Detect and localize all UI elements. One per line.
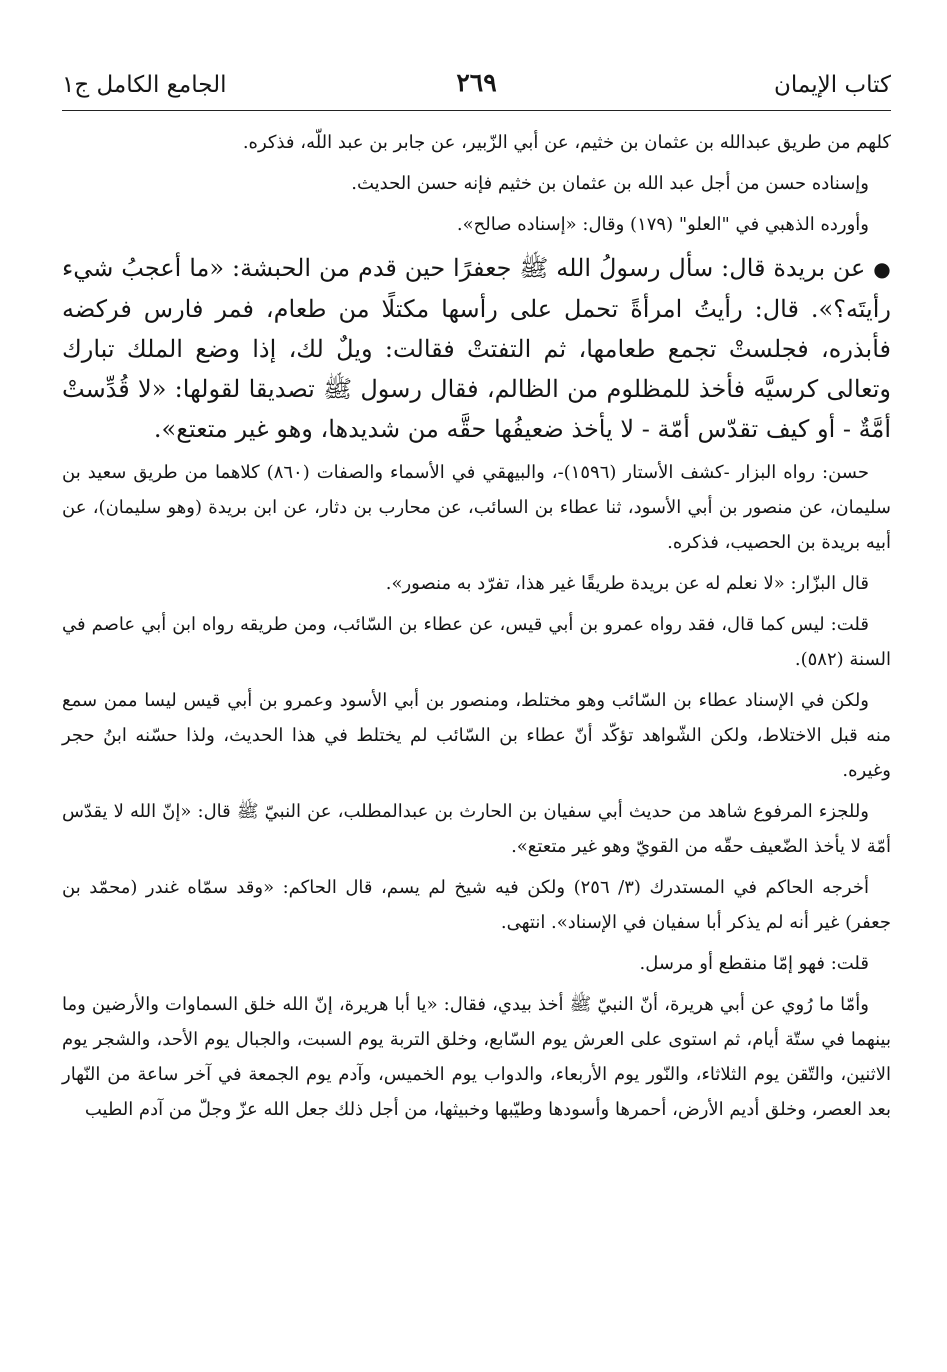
- paragraph-7: قلت: ليس كما قال، فقد رواه عمرو بن أبي قيس، عن عطاء بن السّائب، ومن طريقه رواه ابن أبي عاصم في السنة (٥٨٢).: [62, 614, 891, 670]
- chapter-title: كتاب الإيمان: [774, 72, 891, 98]
- paragraph-3: وأورده الذهبي في "العلو" (١٧٩) وقال: «إسناده صالح».: [456, 214, 869, 235]
- hadith-paragraph: [62, 248, 891, 449]
- page-body: [62, 111, 891, 1127]
- paragraph-5: حسن: رواه البزار -كشف الأستار (١٥٩٦)-، والبيهقي في الأسماء والصفات (٨٦٠) كلاهما من طريق سعيد بن سليمان، عن منصور بن أبي الأسود، ثنا عطاء بن السائب، عن محارب بن دثار، عن ابن بريدة (وهو سليمان)، عن أبيه بريدة بن الحصيب، فذكره.: [62, 462, 891, 553]
- page-header: [62, 58, 891, 111]
- paragraph-1: كلهم من طريق عبدالله بن عثمان بن خثيم، عن أبي الزّبير، عن جابر بن عبد اللّه، فذكره.: [242, 132, 891, 153]
- page-number: ٢٦٩: [456, 68, 497, 97]
- paragraph-12: وأمّا ما رُوي عن أبي هريرة، أنّ النبيّ ﷺ أخذ بيدي، فقال: «يا أبا هريرة، إنّ الله خلق السماوات والأرضين وما بينهما في ستّة أيام، ثم استوى على العرش يوم السّابع، وخلق التربة يوم السبت، والجبال يوم الأحد، والشجر يوم الاثنين، والتّقن يوم الثلاثاء، والنّور يوم الأربعاء، والدواب يوم الخميس، وآدم يوم الجمعة في آخر ساعة من النّهار بعد العصر، وخلق أديم الأرض، أحمرها وأسودها وطيّبها وخبيثها، من أجل ذلك جعل الله عزّ وجلّ من آدم الطيب: [62, 994, 891, 1120]
- paragraph-8: ولكن في الإسناد عطاء بن السّائب وهو مختلط، ومنصور بن أبي الأسود وعمرو بن أبي قيس ليسا ممن سمع منه قبل الاختلاط، ولكن الشّواهد تؤكّد أنّ عطاء بن السّائب لم يختلط في هذا الحديث، ولذا حسّنه ابنُ حجر وغيره.: [62, 690, 891, 781]
- paragraph-11: قلت: فهو إمّا منقطع أو مرسل.: [639, 953, 869, 974]
- paragraph-6: قال البزّار: «لا نعلم له عن بريدة طريقًا غير هذا، تفرّد به منصور».: [385, 573, 869, 594]
- paragraph-9: وللجزء المرفوع شاهد من حديث أبي سفيان بن الحارث بن عبدالمطلب، عن النبيّ ﷺ قال: «إنّ الله لا يقدّس أمّة لا يأخذ الضّعيف حقّه من القويّ وهو غير متعتع».: [62, 801, 891, 857]
- hadith-text: عن بريدة قال: سأل رسولُ الله ﷺ جعفرًا حين قدم من الحبشة: «ما أعجبُ شيء رأيتَه؟». قال: رأيتُ امرأةً تحمل على رأسها مكتلًا من طعام، فمر فارس فركضه فأبذره، فجلستْ تجمع طعامها، ثم التفتتْ فقالت: ويلٌ لك، إذا وضع الملك تبارك وتعالى كرسيَّه فأخذ للمظلوم من الظالم، فقال رسول ﷺ تصديقا لقولها: «لا قُدِّستْ أمَّةٌ - أو كيف تقدّس أمّة - لا يأخذ ضعيفُها حقَّه من شديدها، وهو غير متعتع».: [62, 254, 891, 443]
- book-title: الجامع الكامل ج١: [62, 72, 227, 98]
- paragraph-2: وإسناده حسن من أجل عبد الله بن عثمان بن خثيم فإنه حسن الحديث.: [351, 173, 869, 194]
- paragraph-10: أخرجه الحاكم في المستدرك (٣/ ٢٥٦) ولكن فيه شيخ لم يسم، قال الحاكم: «وقد سمّاه غندر (محمّد بن جعفر) غير أنه لم يذكر أبا سفيان في الإسناد». انتهى.: [62, 877, 891, 933]
- bullet-mark: ●: [873, 257, 891, 281]
